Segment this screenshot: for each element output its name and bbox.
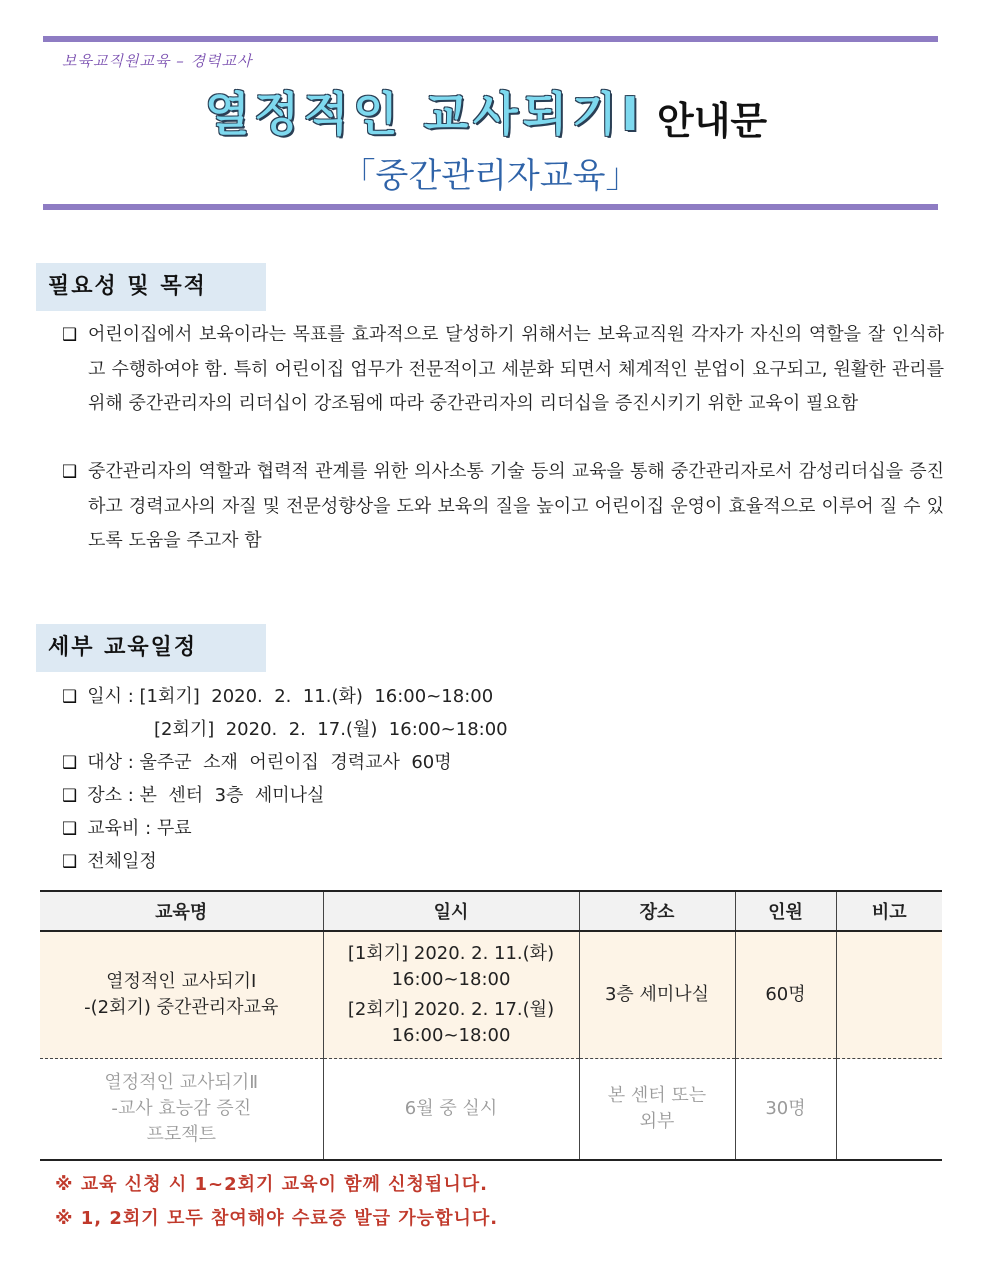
course-subtitle: 보육교직원교육 – 경력교사 xyxy=(62,52,253,70)
notice-text-1: ※ 교육 신청 시 1~2회기 교육이 함께 신청됩니다. xyxy=(55,1174,488,1195)
column-header: 비고 xyxy=(836,891,942,931)
place-cell: 본 센터 또는 외부 xyxy=(579,1059,735,1161)
purpose-item-1: ❑ 어린이집에서 보육이라는 목표를 효과적으로 달성하기 위해서는 보육교직원 각자가 자신의 역할을 잘 인식하고 수행하여야 함. 특히 어린이집 업무가 전문적이고 세분화 되면서 체계적인 분업이 요구되고, 원활한 관리를 위해 중간관리자의 리더십이 강조됨에 따라 중간관리자의 리더십을 증진시키기 위한 교육이 필요함 xyxy=(62,318,944,422)
course-name-cell: 열정적인 교사되기Ⅰ -(2회기) 중간관리자교육 xyxy=(40,931,323,1059)
column-header: 교육명 xyxy=(40,891,323,931)
checkbox-icon: ❑ xyxy=(62,325,78,345)
note-cell xyxy=(836,1059,942,1161)
section-heading-purpose: 필요성 및 목적 xyxy=(36,263,266,311)
checkbox-icon: ❑ xyxy=(62,786,78,806)
schedule-date: ❑ 일시 : [1회기] 2020. 2. 11.(화) 16:00~18:00 xyxy=(62,686,494,707)
checkbox-icon: ❑ xyxy=(62,462,78,482)
table-row xyxy=(40,1059,942,1161)
count-cell: 30명 xyxy=(735,1059,836,1161)
column-header: 인원 xyxy=(735,891,836,931)
table-header-row xyxy=(40,891,942,931)
bottom-divider xyxy=(43,204,938,210)
date-cell: 6월 중 실시 xyxy=(323,1059,579,1161)
program-title: 「중간관리자교육」 xyxy=(341,156,640,196)
notice-label: 안내문 xyxy=(657,99,768,143)
date-cell: [1회기] 2020. 2. 11.(화) 16:00~18:00 [2회기] 2020. 2. 17.(월) 16:00~18:00 xyxy=(323,931,579,1059)
schedule-table xyxy=(40,890,942,1161)
section-heading-schedule: 세부 교육일정 xyxy=(36,624,266,672)
schedule-target: ❑ 대상 : 울주군 소재 어린이집 경력교사 60명 xyxy=(62,752,452,773)
place-cell: 3층 세미나실 xyxy=(579,931,735,1059)
checkbox-icon: ❑ xyxy=(62,753,78,773)
schedule-overall: ❑ 전체일정 xyxy=(62,851,157,872)
column-header: 장소 xyxy=(579,891,735,931)
course-name-cell: 열정적인 교사되기Ⅱ -교사 효능감 증진 프로젝트 xyxy=(40,1059,323,1161)
schedule-place: ❑ 장소 : 본 센터 3층 세미나실 xyxy=(62,785,325,806)
schedule-fee: ❑ 교육비 : 무료 xyxy=(62,818,192,839)
top-divider xyxy=(43,36,938,42)
count-cell: 60명 xyxy=(735,931,836,1059)
checkbox-icon: ❑ xyxy=(62,687,78,707)
column-header: 일시 xyxy=(323,891,579,931)
checkbox-icon: ❑ xyxy=(62,852,78,872)
table-row xyxy=(40,931,942,1059)
page-title: 열정적인 교사되기Ⅰ xyxy=(205,87,644,141)
purpose-item-2: ❑ 중간관리자의 역할과 협력적 관계를 위한 의사소통 기술 등의 교육을 통해 중간관리자로서 감성리더십을 증진하고 경력교사의 자질 및 전문성향상을 도와 보육의 질을 높이고 어린이집 운영이 효율적으로 이루어 질 수 있도록 도움을 주고자 함 xyxy=(62,455,944,559)
checkbox-icon: ❑ xyxy=(62,819,78,839)
notice-text-2: ※ 1, 2회기 모두 참여해야 수료증 발급 가능합니다. xyxy=(55,1208,499,1229)
note-cell xyxy=(836,931,942,1059)
schedule-date-2: [2회기] 2020. 2. 17.(월) 16:00~18:00 xyxy=(154,719,508,740)
